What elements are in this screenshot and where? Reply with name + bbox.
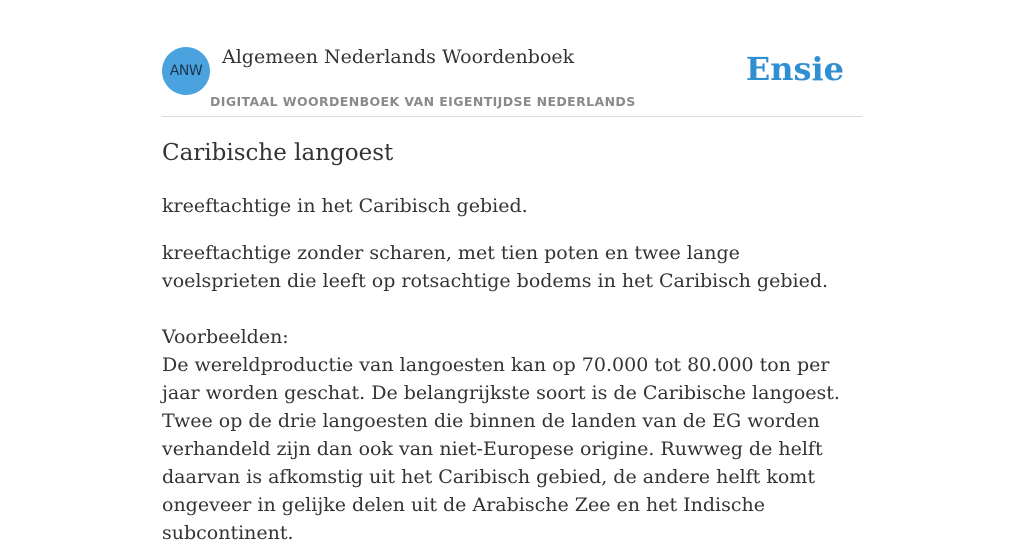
example-block [162,351,862,547]
ensie-logo[interactable]: Ensie [745,50,844,88]
short-definition [162,192,862,220]
examples-label: Voorbeelden: [162,326,289,348]
site-header [162,0,862,117]
long-definition [162,239,862,295]
page-container [162,0,862,544]
site-subtitle: DIGITAAL WOORDENBOEK VAN EIGENTIJDSE NEDERLANDS [210,94,636,109]
example-text: De wereldproductie van langoesten kan op 70.000 tot 80.000 ton per jaar worden geschat. De belangrijkste soort is de Caribische langoest. Twee op de drie langoesten die binnen de landen van de EG worden verhandeld zijn dan ook van niet-Europese origine. Ruwweg de helft daarvan is afkomstig uit het Caribisch gebied, de andere helft komt ongeveer in gelijke delen uit de Arabische Zee en het Indische subcontinent. [162,354,840,544]
examples-heading [162,323,862,351]
page-title: Caribische langoest [162,140,394,166]
long-definition-text: kreeftachtige zonder scharen, met tien poten en twee lange voelsprieten die leeft op rotsachtige bodems in het Caribisch gebied. [162,242,829,292]
short-definition-text: kreeftachtige in het Caribisch gebied. [162,195,528,217]
site-title[interactable]: Algemeen Nederlands Woordenboek [222,46,575,68]
anw-logo[interactable]: ANW [162,47,210,95]
